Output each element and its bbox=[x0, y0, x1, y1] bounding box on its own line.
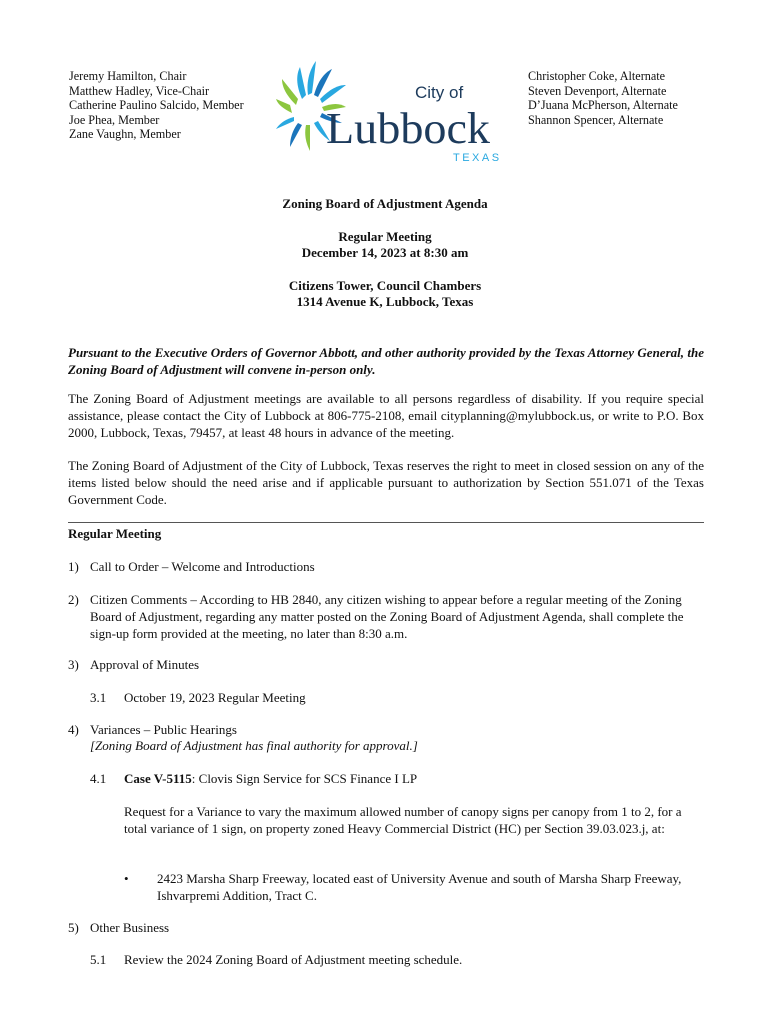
member-name: Catherine Paulino Salcido, Member bbox=[69, 98, 244, 113]
member-name: Steven Devenport, Alternate bbox=[528, 83, 667, 98]
member-name: D’Juana McPherson, Alternate bbox=[528, 98, 678, 113]
subitem-text: Review the 2024 Zoning Board of Adjustment meeting schedule. bbox=[124, 952, 463, 967]
case-heading bbox=[124, 770, 704, 787]
item-text: Variances – Public Hearings bbox=[90, 722, 237, 737]
agenda-title: Zoning Board of Adjustment Agenda bbox=[282, 196, 488, 211]
member-name: Zane Vaughn, Member bbox=[69, 127, 181, 142]
member-name: Shannon Spencer, Alternate bbox=[528, 112, 664, 127]
item-number: 2) bbox=[68, 592, 79, 607]
closed-session-paragraph: The Zoning Board of Adjustment of the City of Lubbock, Texas reserves the right to meet in closed session on any of the items listed below should the need arise and if applicable pursuant to authorization by Section 551.071 of the Texas Government Code. bbox=[68, 458, 704, 507]
bullet-icon: • bbox=[124, 871, 129, 886]
item-text: Citizen Comments – According to HB 2840, any citizen wishing to appear before a regular meeting of the Zoning Board of Adjustment, regarding any matter posted on the Zoning Board of Adjustment Agenda, shall complete the sign-up form provided at the meeting, no later than 8:30 a.m. bbox=[90, 592, 684, 641]
in-person-notice: Pursuant to the Executive Orders of Governor Abbott, and other authority provided by the Texas Attorney General, the Zoning Board of Adjustment will convene in-person only. bbox=[68, 345, 704, 377]
logo-line1: City of bbox=[415, 83, 464, 102]
subitem-number: 4.1 bbox=[90, 771, 107, 786]
member-name: Jeremy Hamilton, Chair bbox=[69, 69, 187, 83]
logo-line3: TEXAS bbox=[453, 152, 502, 164]
meeting-address: 1314 Avenue K, Lubbock, Texas bbox=[296, 294, 474, 309]
item-note: [Zoning Board of Adjustment has final authority for approval.] bbox=[90, 738, 418, 753]
city-of-lubbock-logo bbox=[274, 55, 502, 167]
section-divider bbox=[68, 522, 704, 523]
case-title: : Clovis Sign Service for SCS Finance I LP bbox=[191, 771, 418, 786]
property-location: 2423 Marsha Sharp Freeway, located east of University Avenue and south of Marsha Sharp Freeway, Ishvarpremi Addition, Tract C. bbox=[157, 871, 682, 903]
board-members-list bbox=[69, 69, 249, 142]
logo-line2: Lubbock bbox=[326, 104, 490, 153]
item-number: 4) bbox=[68, 722, 79, 737]
item-number: 3) bbox=[68, 657, 79, 672]
member-name: Joe Phea, Member bbox=[69, 112, 160, 127]
variance-request: Request for a Variance to vary the maximum allowed number of canopy signs per canopy from 1 to 2, for a total variance of 1 sign, on property zoned Heavy Commercial District (HC) per Section 39.03.023.j, at: bbox=[124, 804, 682, 836]
meeting-date: December 14, 2023 at 8:30 am bbox=[301, 245, 469, 260]
alternate-members-list bbox=[528, 69, 678, 127]
member-name: Matthew Hadley, Vice-Chair bbox=[69, 83, 210, 98]
subitem-number: 3.1 bbox=[90, 690, 107, 705]
item-number: 5) bbox=[68, 920, 79, 935]
item-text: Call to Order – Welcome and Introductions bbox=[90, 559, 315, 574]
accessibility-paragraph: The Zoning Board of Adjustment meetings are available to all persons regardless of disability. If you require special assistance, please contact the City of Lubbock at 806-775-2108, email cityplanning@mylubbock.us, or write to P.O. Box 2000, Lubbock, Texas, 79457, at least 48 hours in advance of the meeting. bbox=[68, 391, 704, 440]
case-id: Case V-5115 bbox=[124, 771, 192, 786]
meeting-location: Citizens Tower, Council Chambers bbox=[288, 278, 482, 293]
item-number: 1) bbox=[68, 559, 79, 574]
item-text: Approval of Minutes bbox=[90, 657, 200, 672]
member-name: Christopher Coke, Alternate bbox=[528, 69, 666, 83]
section-title: Regular Meeting bbox=[68, 526, 162, 541]
item-text: Other Business bbox=[90, 920, 170, 935]
meeting-type: Regular Meeting bbox=[338, 229, 432, 244]
subitem-text: October 19, 2023 Regular Meeting bbox=[124, 690, 306, 705]
subitem-number: 5.1 bbox=[90, 952, 107, 967]
